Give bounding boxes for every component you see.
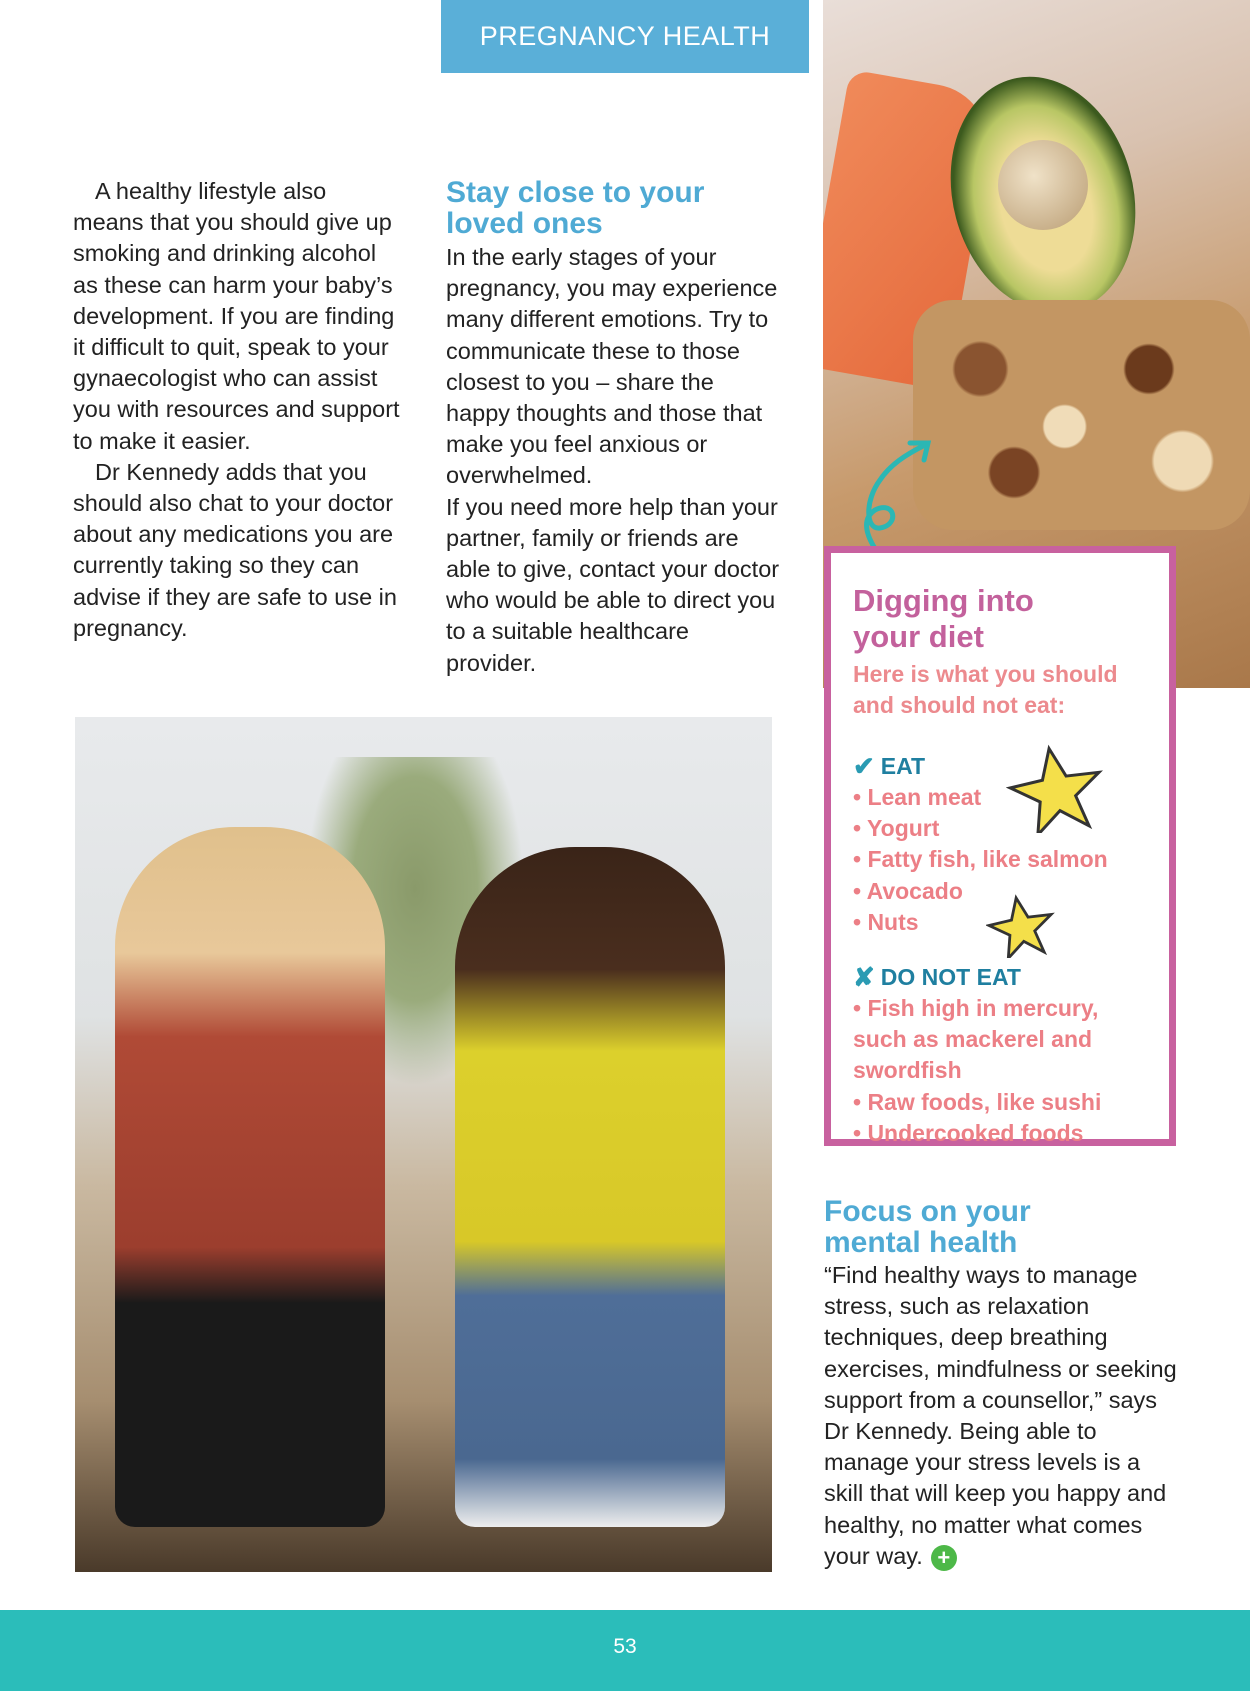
- eat-label: EAT: [880, 753, 926, 779]
- eat-item: • Avocado: [853, 877, 963, 904]
- avoid-label: DO NOT EAT: [880, 964, 1021, 991]
- avoid-item: • Undercooked foods: [853, 1119, 1084, 1146]
- avoid-item: • Fish high in mercury, such as mackerel and swordfish: [853, 995, 1099, 1084]
- check-icon: ✔: [853, 751, 875, 781]
- plus-icon: +: [931, 1545, 957, 1571]
- eat-item: • Fatty fish, like salmon: [853, 846, 1108, 873]
- section-banner: [441, 0, 809, 73]
- left-paragraph-1: A healthy lifestyle also means that you should give up smoking and drinking alcohol as these can harm your baby’s development. If you are finding it difficult to quit, speak to your gynaecologist who can assist you with resources and support to make it easier.: [73, 178, 400, 454]
- nuts-image: [913, 300, 1250, 530]
- woman-left-image: [115, 827, 385, 1527]
- page-number: 53: [613, 1634, 637, 1658]
- eat-item: • Lean meat: [853, 784, 982, 810]
- left-column: [73, 176, 403, 644]
- section-label: PREGNANCY HEALTH: [479, 21, 771, 51]
- avoid-header: [853, 962, 1169, 993]
- footer-bar: [0, 1610, 1250, 1691]
- women-chatting-photo: [75, 717, 772, 1572]
- middle-paragraph-2: If you need more help than your partner, family or friends are able to give, contact your doctor who would be able to direct you to a suitable healthcare provider.: [446, 493, 780, 676]
- eat-item: • Nuts: [853, 908, 919, 935]
- mental-health-paragraph: “Find healthy ways to manage stress, such as relaxation techniques, deep breathing exercises, mindfulness or seeking support from a counsellor,” says Dr Kennedy. Being able to manage your stress levels is a skill that will keep you happy and healthy, no matter what comes your way.: [824, 1262, 1177, 1569]
- avocado-pit-image: [998, 140, 1088, 230]
- left-paragraph-2: Dr Kennedy adds that you should also chat to your doctor about any medications you are currently taking so they can advise if they are safe to use in pregnancy.: [73, 458, 397, 641]
- cross-icon: ✘: [853, 962, 875, 993]
- avoid-list: [853, 993, 1158, 1149]
- middle-paragraph-1: In the early stages of your pregnancy, you may experience many different emotions. Try to communicate these to those closest to you – share the happy thoughts and those that make you feel anxious or overwhelmed.: [446, 244, 778, 489]
- diet-title: Digging into your diet: [853, 583, 1034, 654]
- woman-right-image: [455, 847, 725, 1527]
- star-icon: [986, 893, 1056, 958]
- stay-close-heading: Stay close to your loved ones: [446, 176, 705, 240]
- avoid-item: • Raw foods, like sushi: [853, 1088, 1102, 1115]
- diet-box: [824, 546, 1176, 1146]
- mental-health-text: [824, 1260, 1179, 1572]
- diet-subtitle: Here is what you should and should not eat:: [853, 661, 1118, 718]
- star-icon: [1006, 743, 1106, 833]
- middle-column: [446, 242, 781, 679]
- eat-item: • Yogurt: [853, 815, 940, 842]
- mental-health-heading: Focus on your mental health: [824, 1195, 1031, 1259]
